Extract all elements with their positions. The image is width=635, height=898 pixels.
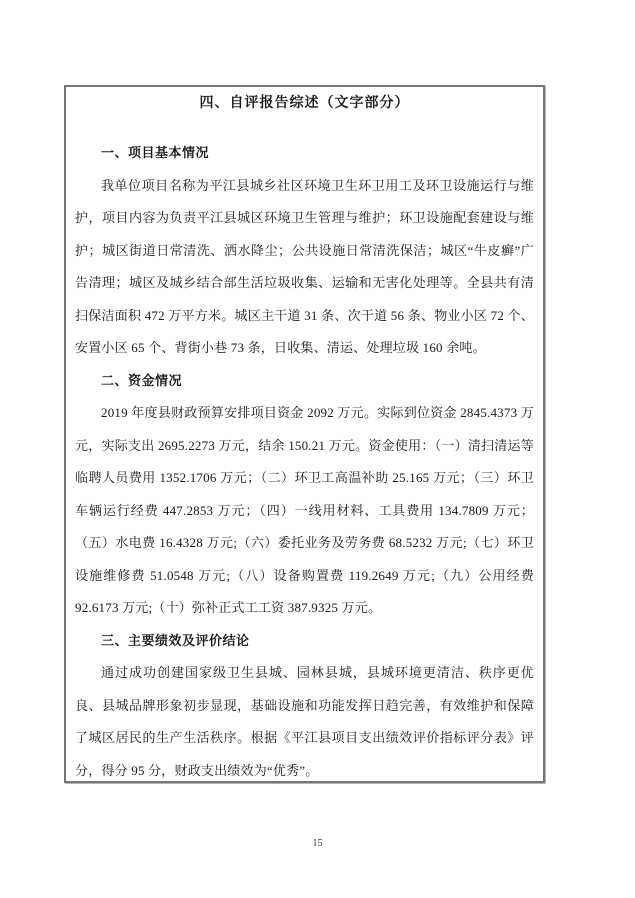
section-paragraph-performance-conclusion: 通过成功创建国家级卫生县城、园林县城，县城环境更清洁、秩序更优良、县城品牌形象初步显现，基础设施和功能发挥日趋完善，有效维护和保障了城区居民的生产生活秩序。根据《平江县项目支出绩效评价指标评分表》评分，得分 95 分，财政支出绩效为“优秀”。 <box>75 665 534 778</box>
section-paragraph-project-basics: 我单位项目名称为平江县城乡社区环境卫生环卫用工及环卫设施运行与维护，项目内容为负责平江县城区环境卫生管理与维护；环卫设施配套建设与维护；城区街道日常清洗、洒水降尘；公共设施日常清洗保洁；城区“牛皮癣”广告清理；城区及城乡结合部生活垃圾收集、运输和无害化处理等。全县共有清扫保洁面积 472 万平方米。城区主干道 31 条、次干道 56 条、物业小区 72 个、安置小区 65 个、背街小巷 73 条，日收集、清运、处理垃圾 160 余吨。 <box>75 177 534 355</box>
section-performance-conclusion <box>75 625 534 784</box>
section-project-basics <box>75 137 534 365</box>
section-heading-project-basics: 一、项目基本情况 <box>101 145 210 160</box>
section-heading-performance-conclusion: 三、主要绩效及评价结论 <box>101 632 250 648</box>
page-title: 四、自评报告综述（文字部分） <box>199 96 410 111</box>
section-heading-funding: 二、资金情况 <box>101 372 183 388</box>
page-number: 15 <box>312 838 323 849</box>
report-border-box <box>64 85 545 783</box>
section-funding <box>75 365 534 625</box>
section-paragraph-funding: 2019 年度县财政预算安排项目资金 2092 万元。实际到位资金 2845.4373 万元，实际支出 2695.2273 万元，结余 150.21 万元。资金使用：（一）清扫清运等临聘人员费用 1352.1706 万元；（二）环卫工高温补助 25.165 万元；（三）环卫车辆运行经费 447.2853 万元；（四）一线用材料、工具费用 134.7809 万元；（五）水电费 16.4328 万元;（六）委托业务及劳务费 68.5232 万元;（七）环卫设施维修费 51.0548 万元;（八）设备购置费 119.2649 万元;（九）公用经费 92.6173 万元;（十）弥补正式工工资 387.9325 万元。 <box>75 405 534 615</box>
